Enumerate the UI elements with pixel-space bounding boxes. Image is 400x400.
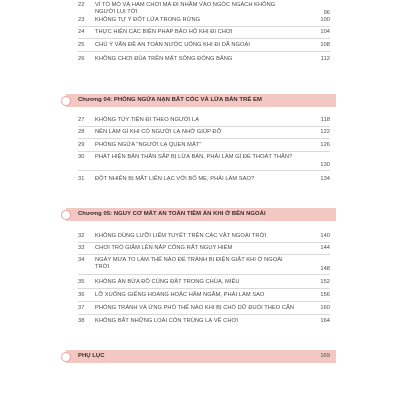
entry-page: 126 [320, 142, 330, 148]
entry-title: PHÒNG TRÁNH VÀ ỨNG PHÓ THẾ NÀO KHI BỊ CHÓ DỮ ĐUỔI THEO CẮN [95, 305, 295, 311]
entry-page: 140 [320, 233, 330, 239]
entry-page: 112 [320, 56, 330, 62]
chapter-title: Chương 04: PHÒNG NGỪA NẠN BẮT CÓC VÀ LỪA BÁN TRẺ EM [78, 97, 262, 103]
toc-entry-30[interactable] [78, 154, 330, 171]
toc-entry-27[interactable] [78, 117, 330, 127]
entry-page: 130 [320, 162, 330, 168]
toc-entry-35[interactable] [78, 279, 330, 289]
entry-title: CHÚ Ý VẤN ĐỀ AN TOÀN NƯỚC UỐNG KHI ĐI DÃ NGOẠI [95, 42, 250, 48]
entry-title: KHÔNG BẮT NHỮNG LOÀI CÔN TRÙNG LẠ VỀ CHƠI [95, 318, 239, 324]
appendix-heading[interactable] [66, 350, 336, 363]
chapter-05-heading[interactable] [66, 208, 336, 221]
toc-entry-33[interactable] [78, 245, 330, 255]
bullet-circle-icon [61, 96, 71, 106]
entry-title: PHÒNG NGỪA "NGƯỜI LẠ QUEN MẶT" [95, 142, 202, 148]
bullet-circle-icon [61, 210, 71, 220]
entry-page: 108 [320, 42, 330, 48]
entry-number: 28 [78, 129, 85, 135]
toc-entry-38[interactable] [78, 318, 330, 327]
entry-number: 23 [78, 17, 85, 23]
entry-number: 30 [78, 154, 85, 160]
entry-page: 104 [320, 29, 330, 35]
entry-number: 25 [78, 42, 85, 48]
toc-entry-36[interactable] [78, 292, 330, 302]
toc-entry-29[interactable] [78, 142, 330, 152]
toc-entry-28[interactable] [78, 129, 330, 139]
appendix-page: 169 [320, 353, 330, 359]
toc-entry-26[interactable] [78, 56, 330, 65]
entry-title: THỰC HIỆN CÁC BIỆN PHÁP BẢO HỘ KHI ĐI CHƠI [95, 29, 233, 35]
entry-title: KHÔNG TÙY TIỆN ĐI THEO NGƯỜI LẠ [95, 117, 200, 123]
entry-number: 24 [78, 29, 85, 35]
entry-title: PHÁT HIỆN BẢN THÂN SẮP BỊ LỪA BÁN, PHẢI LÀM GÌ ĐỂ THOÁT THÂN? [95, 154, 293, 160]
appendix-title: PHỤ LỤC [78, 353, 105, 359]
entry-number: 38 [78, 318, 85, 324]
entry-number: 29 [78, 142, 85, 148]
entry-title: NGÀY MƯA TO LÀM THẾ NÀO ĐỂ TRÁNH BỊ ĐIỆN GIẬT KHI Ở NGOÀI TRỜI [95, 257, 283, 270]
entry-title: NÊN LÀM GÌ KHI CÓ NGƯỜI LẠ NHỜ GIÚP ĐỠ [95, 129, 222, 135]
entry-number: 32 [78, 233, 85, 239]
entry-title: KHÔNG TỰ Ý ĐỐT LỬA TRONG RỪNG [95, 17, 201, 23]
entry-page: 164 [320, 318, 330, 324]
toc-entry-31[interactable] [78, 176, 330, 185]
entry-page: 118 [320, 117, 330, 123]
chapter-04-heading[interactable] [66, 94, 336, 107]
chapter-title: Chương 05: NGUY CƠ MẤT AN TOÀN TIỀM ẨN KHI Ở BÊN NGOÀI [78, 211, 266, 217]
entry-title: ĐỘT NHIÊN BỊ MẤT LIÊN LẠC VỚI BỐ MẸ, PHẢI LÀM SAO? [95, 176, 255, 182]
entry-title: VÌ TÒ MÒ VÀ HAM CHƠI MÀ ĐI NHẦM VÀO NGÓC NGÁCH KHÔNG NGƯỜI LUI TỚI [95, 2, 276, 15]
entry-title: LỠ XUỐNG GIẾNG HOANG HOẶC HẦM NGẦM, PHẢI LÀM SAO [95, 292, 265, 298]
entry-number: 36 [78, 292, 85, 298]
entry-number: 35 [78, 279, 85, 285]
entry-page: 152 [320, 279, 330, 285]
toc-entry-25[interactable] [78, 42, 330, 52]
entry-page: 148 [320, 266, 330, 272]
toc-entry-32[interactable] [78, 233, 330, 243]
entry-page: 134 [320, 176, 330, 182]
toc-entry-34[interactable] [78, 257, 330, 275]
entry-number: 31 [78, 176, 85, 182]
entry-page: 100 [320, 17, 330, 23]
entry-page: 156 [320, 292, 330, 298]
entry-title: KHÔNG CHƠI ĐÙA TRÊN MẶT SÔNG ĐÓNG BĂNG [95, 56, 233, 62]
bullet-circle-icon [61, 352, 71, 362]
entry-number: 22 [78, 2, 85, 8]
entry-number: 33 [78, 245, 85, 251]
entry-page: 96 [323, 10, 330, 16]
entry-number: 37 [78, 305, 85, 311]
toc-entry-23[interactable] [78, 17, 330, 27]
entry-number: 26 [78, 56, 85, 62]
entry-title: KHÔNG ĂN BỪA ĐỒ CÚNG ĐẶT TRONG CHÙA, MIẾU [95, 279, 240, 285]
entry-page: 144 [320, 245, 330, 251]
entry-number: 27 [78, 117, 85, 123]
entry-page: 122 [320, 129, 330, 135]
entry-number: 34 [78, 257, 85, 263]
entry-title: KHÔNG DÙNG LƯỠI LIẾM TUYẾT TRÊN CÁC VẬT NGOÀI TRỜI [95, 233, 267, 239]
toc-entry-22[interactable] [78, 2, 330, 17]
toc-entry-24[interactable] [78, 29, 330, 39]
toc-entry-37[interactable] [78, 305, 330, 315]
entry-title: CHƠI TRÒ GIẪM LÊN NẮP CỐNG RẤT NGUY HIỂM [95, 245, 233, 251]
entry-page: 160 [320, 305, 330, 311]
